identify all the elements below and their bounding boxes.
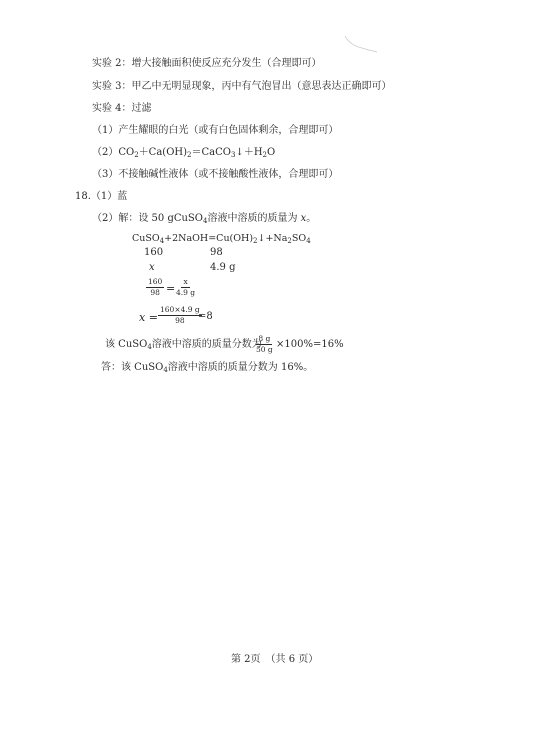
pen-mark [344, 34, 378, 54]
fraction-denominator: 98 [175, 315, 185, 325]
page-footer: 第 2页 （共 6 页） [231, 654, 319, 665]
question-18-part-1: 18.（1）蓝 [75, 191, 128, 202]
subscript: 2 [253, 237, 258, 245]
item-2-part: （2）CO [92, 147, 135, 158]
ratio-fraction-left [146, 278, 164, 296]
eq-part: CuSO [132, 233, 160, 244]
ratio-fraction-right [176, 278, 195, 296]
answer-text: 答：该 CuSO [101, 362, 164, 373]
eq-part: ↓+Na [257, 233, 288, 244]
fraction-denominator: 4.9 g [176, 287, 196, 297]
x-fraction [158, 306, 202, 324]
subscript: 4 [306, 237, 311, 245]
subscript: 2 [287, 237, 292, 245]
item-1-line: （1）产生耀眼的白光（或有白色固体剩余，合理即可） [92, 125, 339, 136]
fraction-numerator: 160 [148, 277, 163, 286]
q18-text: 溶液中溶质的质量为 [207, 213, 301, 224]
item-2-part: ＋Ca(OH) [138, 147, 188, 158]
item-3-line: （3）不接触碱性液体（或不接触酸性液体，合理即可） [92, 169, 339, 180]
subscript: 4 [147, 343, 152, 351]
x-label: x = [139, 311, 158, 324]
subscript: 2 [262, 151, 268, 159]
fraction-numerator: x [183, 277, 188, 286]
ratio-equals: = [166, 282, 176, 295]
subscript: 4 [159, 237, 165, 245]
item-2-part: O [267, 147, 276, 158]
precipitate-mass: 4.9 g [210, 262, 236, 273]
molar-mass-cuoh2: 98 [210, 247, 223, 258]
subscript: 2 [134, 151, 139, 159]
fraction-numerator: 8 g [258, 334, 271, 343]
mass-fraction-line [105, 340, 262, 351]
item-2-part: ＝CaCO [191, 147, 231, 158]
q18-text: 。 [306, 213, 317, 224]
mf-text: 该 CuSO [105, 339, 148, 350]
item-2-equation-line [92, 148, 275, 159]
subscript: 2 [187, 151, 192, 159]
mf-text: 溶液中溶质的质量分数为 [151, 339, 262, 350]
experiment-3-line: 实验 3：甲乙中无明显现象，丙中有气泡冒出（意思表达正确即可） [92, 81, 392, 92]
answer-line [101, 363, 313, 374]
reaction-equation [132, 234, 311, 245]
fraction-denominator: 98 [150, 287, 160, 297]
subscript: 3 [230, 151, 236, 159]
eq-part: +2NaOH=Cu(OH) [164, 233, 254, 244]
answer-text: 溶液中溶质的质量分数为 16%。 [167, 362, 314, 373]
subscript: 4 [203, 217, 208, 225]
unknown-x: x [149, 262, 155, 273]
fraction-numerator: 160×4.9 g [160, 305, 200, 314]
question-18-part-2 [92, 214, 316, 225]
experiment-2-line: 实验 2：增大接触面积使反应充分发生（合理即可） [92, 58, 322, 69]
eq-part: SO [291, 233, 307, 244]
experiment-4-line: 实验 4：过滤 [92, 103, 152, 114]
variable-x: x [300, 213, 307, 224]
mass-fraction-result: ×100%=16% [276, 339, 344, 350]
item-2-part: ↓＋H [235, 147, 263, 158]
fraction-denominator: 50 g [256, 344, 273, 354]
q18-text: （2）解：设 50 gCuSO [92, 213, 203, 224]
molar-mass-cuso4: 160 [144, 247, 164, 258]
subscript: 4 [163, 366, 168, 374]
x-result: =8 [198, 311, 213, 322]
mass-fraction [256, 335, 273, 353]
